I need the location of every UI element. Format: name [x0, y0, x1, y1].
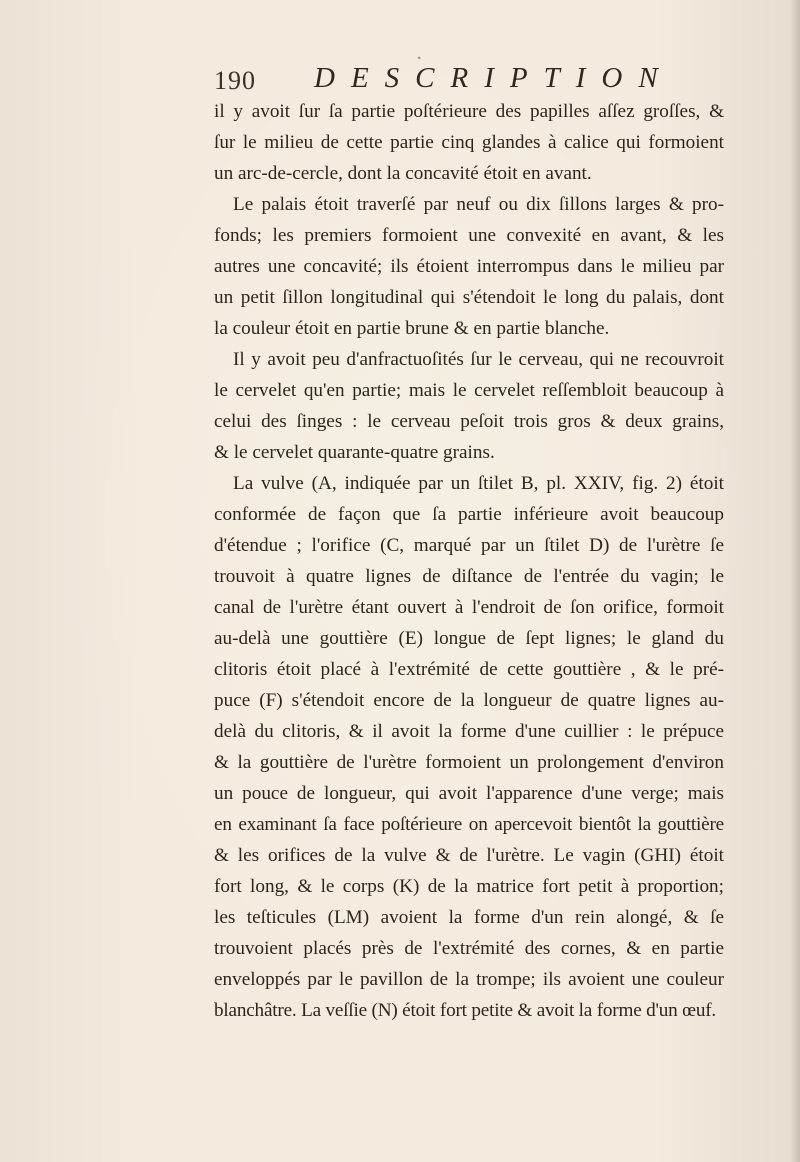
text-line: trouvoient placés près de l'extrémité des cornes, & en partie	[214, 938, 724, 959]
text-line: & les orifices de la vulve & de l'urètre. Le vagin (GHI) étoit	[214, 845, 724, 866]
text-line: il y avoit ſur ſa partie poſtérieure des papilles aſſez groſſes, &	[214, 101, 724, 122]
text-line: delà du clitoris, & il avoit la forme d'une cuillier : le prépuce	[214, 721, 724, 742]
text-line: Le palais étoit traverſé par neuf ou dix ſillons larges & pro-	[233, 194, 724, 215]
text-line: fonds; les premiers formoient une convexité en avant, & les	[214, 225, 724, 246]
text-line: ſur le milieu de cette partie cinq glandes à calice qui formoient	[214, 132, 724, 153]
page-number: 190	[214, 66, 256, 95]
text-line: un arc-de-cercle, dont la concavité étoit en avant.	[214, 163, 592, 184]
page-edge-shadow	[790, 0, 800, 1162]
text-line: la couleur étoit en partie brune & en partie blanche.	[214, 318, 610, 339]
body-text	[214, 96, 724, 1136]
text-line: en examinant ſa face poſtérieure on apercevoit bientôt la gouttière	[214, 814, 724, 835]
text-line: conformée de façon que ſa partie inférieure avoit beaucoup	[214, 504, 724, 525]
text-line: trouvoit à quatre lignes de diſtance de l'entrée du vagin; le	[214, 566, 724, 587]
text-line: un petit ſillon longitudinal qui s'étendoit le long du palais, dont	[214, 287, 724, 308]
text-line: les teſticules (LM) avoient la forme d'un rein alongé, & ſe	[214, 907, 724, 928]
text-line: celui des ſinges : le cerveau peſoit trois gros & deux grains,	[214, 411, 724, 432]
text-line: & le cervelet quarante-quatre grains.	[214, 442, 495, 463]
text-line: clitoris étoit placé à l'extrémité de cette gouttière , & le pré-	[214, 659, 724, 680]
text-line: puce (F) s'étendoit encore de la longueur de quatre lignes au-	[214, 690, 724, 711]
text-line: autres une concavité; ils étoient interrompus dans le milieu par	[214, 256, 724, 277]
text-line: Il y avoit peu d'anfractuoſités ſur le cerveau, qui ne recouvroit	[233, 349, 724, 370]
printer-mark: •	[417, 51, 422, 65]
text-line: le cervelet qu'en partie; mais le cervelet reſſembloit beaucoup à	[214, 380, 724, 401]
text-line: un pouce de longueur, qui avoit l'apparence d'une verge; mais	[214, 783, 724, 804]
text-line: au-delà une gouttière (E) longue de ſept lignes; le gland du	[214, 628, 724, 649]
text-line: & la gouttière de l'urètre formoient un prolongement d'environ	[214, 752, 724, 773]
text-line: fort long, & le corps (K) de la matrice fort petit à proportion;	[214, 876, 724, 897]
running-title: DESCRIPTION	[314, 62, 674, 94]
page-header	[214, 64, 724, 96]
text-line: La vulve (A, indiquée par un ſtilet B, pl. XXIV, fig. 2) étoit	[233, 473, 724, 494]
text-line: blanchâtre. La veſſie (N) étoit fort petite & avoit la forme d'un œuf.	[214, 1000, 717, 1021]
text-line: enveloppés par le pavillon de la trompe; ils avoient une couleur	[214, 969, 724, 990]
text-line: d'étendue ; l'orifice (C, marqué par un ſtilet D) de l'urètre ſe	[214, 535, 724, 556]
text-line: canal de l'urètre étant ouvert à l'endroit de ſon orifice, formoit	[214, 597, 724, 618]
